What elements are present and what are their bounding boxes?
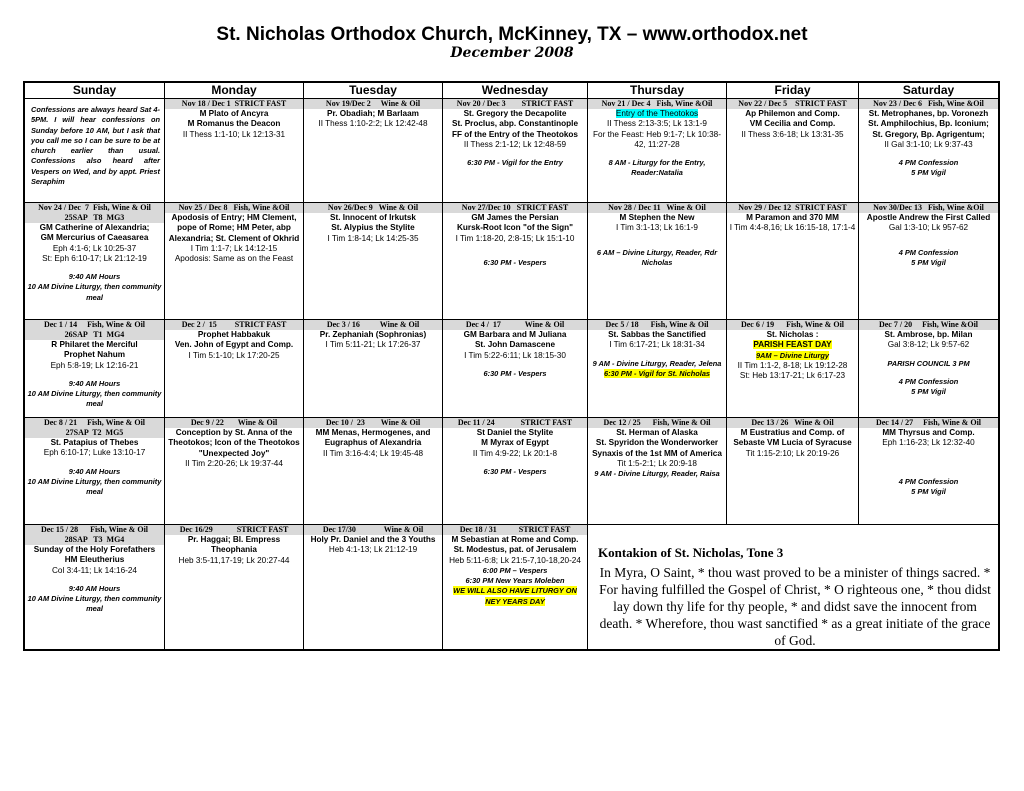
commemoration: FF of the Entry of the Theotokos <box>452 129 578 139</box>
service-note: 10 AM Divine Liturgy, then community meal <box>27 476 162 497</box>
commemoration: Holy Pr. Daniel and the 3 Youths <box>310 535 436 544</box>
service-note <box>443 586 587 607</box>
reading: I Tim 5:1-10; Lk 17:20-25 <box>188 350 280 360</box>
day-cell <box>25 99 165 203</box>
commemoration: Prophet Nahum <box>64 350 125 360</box>
commemoration: HM Eleutherius <box>64 555 125 565</box>
service-note: 6 AM – Divine Liturgy, Reader, Rdr Nicholas <box>596 247 718 267</box>
commemoration: St. Herman of Alaska <box>616 428 698 437</box>
day-cell <box>727 203 859 320</box>
service-note: 10 AM Divine Liturgy, then community meal <box>27 282 162 302</box>
day-header: Friday <box>727 83 859 99</box>
day-cell <box>304 99 443 203</box>
day-cell <box>25 418 165 525</box>
service-note: 9 AM - Divine Liturgy, Reader, Jelena <box>592 358 722 368</box>
commemoration: Pr. Zephaniah (Sophronias) <box>319 330 427 339</box>
service-note <box>588 369 726 379</box>
reading: II Thess 1:10-2:2; Lk 12:42-48 <box>318 119 428 129</box>
day-date-header: Dec 12 / 25 Fish, Wine & Oil <box>588 418 726 428</box>
spacer <box>25 264 164 272</box>
spacer <box>443 459 587 467</box>
service-note: 6:30 PM - Vespers <box>483 368 547 378</box>
day-date-header: Dec 7 / 20 Fish, Wine &Oil <box>859 320 998 330</box>
day-cell <box>25 320 165 418</box>
day-cell <box>165 320 304 418</box>
day-header: Thursday <box>588 83 727 99</box>
day-cell <box>304 320 443 418</box>
commemoration: Ven. John of Egypt and Comp. <box>174 340 294 350</box>
commemoration: MM Menas, Hermogenes, and Eugraphus of Alexandria <box>315 428 431 448</box>
reading: Tit 1:15-2:10; Lk 20:19-26 <box>745 448 840 458</box>
calendar-title: St. Nicholas Orthodox Church, McKinney, TX – www.orthodox.net <box>216 24 808 45</box>
commemoration: St. Alypius the Stylite <box>331 223 415 233</box>
service-note: 8 AM - Liturgy for the Entry, Reader:Natalia <box>608 158 706 178</box>
day-date-header: Nov 29 / Dec 12 STRICT FAST <box>727 203 858 213</box>
day-date-header: Nov 30/Dec 13 Fish, Wine &Oil <box>859 203 998 213</box>
commemoration: St. John Damascene <box>474 340 556 350</box>
day-date-header: Dec 11 / 24 STRICT FAST <box>443 418 587 428</box>
day-date-header: Nov 18 / Dec 1 STRICT FAST <box>165 99 303 109</box>
day-header: Monday <box>165 83 304 99</box>
reading: II Gal 3:1-10; Lk 9:37-43 <box>884 139 973 149</box>
spacer <box>443 150 587 158</box>
commemoration: GM Mercurius of Caeasarea <box>40 233 149 243</box>
reading: Gal 3:8-12; Lk 9:57-62 <box>887 340 970 350</box>
service-note: PARISH COUNCIL 3 PM <box>887 358 970 368</box>
highlighted-text: 6:30 PM - Vigil for St. Nicholas <box>603 368 711 378</box>
commemoration: St. Modestus, pat. of Jerusalem <box>453 545 577 555</box>
commemoration: Prophet Habbakuk <box>197 330 271 339</box>
commemoration: St. Amphilochius, Bp. Iconium; <box>868 119 989 129</box>
day-cell <box>304 418 443 525</box>
commemoration: St. Proclus, abp. Constantinople <box>451 119 578 129</box>
spacer <box>859 234 998 248</box>
reading: Heb 3:5-11,17-19; Lk 20:27-44 <box>178 555 290 565</box>
spacer <box>859 351 998 359</box>
spacer <box>859 463 998 477</box>
day-date-header: Dec 16/29 STRICT FAST <box>165 525 303 535</box>
commemoration: St. Ambrose, bp. Milan <box>884 330 973 339</box>
service-note <box>727 351 858 361</box>
day-cell <box>727 418 859 525</box>
reading: II Thess 1:1-10; Lk 12:13-31 <box>182 129 286 139</box>
kontakion-title: Kontakion of St. Nicholas, Tone 3 <box>598 545 784 560</box>
commemoration: GM Catherine of Alexandria; <box>39 223 150 232</box>
day-date-header: Nov 21 / Dec 4 Fish, Wine &Oil <box>588 99 726 109</box>
day-cell <box>165 525 304 649</box>
day-cell <box>443 320 588 418</box>
spacer <box>25 576 164 584</box>
day-date-header: Nov 20 / Dec 3 STRICT FAST <box>443 99 587 109</box>
service-note: 10 AM Divine Liturgy, then community meal <box>27 594 162 614</box>
day-date-header: Dec 15 / 28 Fish, Wine & Oil 28SAP T3 MG4 <box>25 525 164 545</box>
commemoration: Kursk-Root Icon "of the Sign" <box>456 223 574 233</box>
day-date-header: Dec 3 / 16 Wine & Oil <box>304 320 442 330</box>
commemoration: Apostle Andrew the First Called <box>866 213 991 222</box>
reading: Heb 4:1-13; Lk 21:12-19 <box>328 545 418 555</box>
day-cell <box>443 418 588 525</box>
day-date-header: Dec 1 / 14 Fish, Wine & Oil 26SAP T1 MG4 <box>25 320 164 340</box>
day-cell <box>304 525 443 649</box>
day-date-header: Dec 4 / 17 Wine & Oil <box>443 320 587 330</box>
day-cell <box>165 99 304 203</box>
reading: II Thess 3:6-18; Lk 13:31-35 <box>741 129 844 139</box>
day-header: Wednesday <box>443 83 588 99</box>
reading: Col 3:4-11; Lk 14:16-24 <box>52 565 137 575</box>
commemoration: St Daniel the Stylite <box>476 428 554 437</box>
day-cell <box>25 525 165 649</box>
commemoration: St. Spyridon the Wonderworker <box>595 438 719 448</box>
service-note: 6:30 PM - Vigil for the Entry <box>467 158 563 168</box>
commemoration: Apodosis of Entry; HM Clement, pope of Rome; HM Peter, abp Alexandria; St. Clement of Okhrid <box>168 213 300 243</box>
reading: I Tim 1:8-14; Lk 14:25-35 <box>327 233 419 243</box>
reading: Apodosis: Same as on the Feast <box>174 254 294 264</box>
service-note: 5 PM Vigil <box>911 168 946 178</box>
commemoration: St. Gregory, Bp. Agrigentum; <box>872 129 985 139</box>
highlighted-text: 9AM – Divine Liturgy <box>755 350 830 360</box>
commemoration: M Romanus the Deacon <box>187 119 281 129</box>
day-cell <box>165 418 304 525</box>
day-date-header: Nov 24 / Dec 7 Fish, Wine & Oil 25SAP T8 MG3 <box>25 203 164 223</box>
calendar-grid <box>23 81 1000 651</box>
day-date-header: Nov 19/Dec 2 Wine & Oil <box>304 99 442 109</box>
day-date-header: Dec 6 / 19 Fish, Wine & Oil <box>727 320 858 330</box>
day-cell <box>304 203 443 320</box>
reading: Heb 5:11-6:8; Lk 21:5-7,10-18,20-24 <box>449 555 581 565</box>
spacer <box>25 459 164 467</box>
commemoration: GM James the Persian <box>471 213 559 222</box>
commemoration: St. Sabbas the Sanctified <box>608 330 706 339</box>
reading: St: Heb 13:17-21; Lk 6:17-23 <box>739 371 846 381</box>
day-cell <box>165 203 304 320</box>
highlighted-text: PARISH FEAST DAY <box>753 340 832 350</box>
commemoration: M Sebastian at Rome and Comp. <box>451 535 579 544</box>
month-subtitle: December 2008 <box>450 45 574 61</box>
reading: I Tim 5:22-6:11; Lk 18:15-30 <box>464 350 566 360</box>
commemoration: M Plato of Ancyra <box>199 109 269 118</box>
reading <box>588 109 726 119</box>
service-note: 5 PM Vigil <box>911 257 946 267</box>
day-cell <box>588 320 727 418</box>
commemoration: M Eustratius and Comp. of Sebaste VM Lucia of Syracuse <box>733 428 852 448</box>
reading: Eph 6:10-17; Luke 13:10-17 <box>43 448 146 458</box>
day-date-header: Dec 5 / 18 Fish, Wine & Oil <box>588 320 726 330</box>
service-note: 4 PM Confession <box>898 376 959 386</box>
service-note: 9:40 AM Hours <box>68 272 121 282</box>
commemoration: R Philaret the Merciful <box>51 340 138 349</box>
day-header: Sunday <box>25 83 165 99</box>
service-note: 4 PM Confession <box>898 476 959 486</box>
service-note: 9:40 AM Hours <box>68 466 121 476</box>
day-date-header: Dec 8 / 21 Fish, Wine & Oil 27SAP T2 MG5 <box>25 418 164 438</box>
commemoration: Synaxis of the 1st MM of America <box>592 448 722 458</box>
service-note: 6:30 PM - Vespers <box>483 466 547 476</box>
day-cell <box>588 418 727 525</box>
commemoration: Pr. Haggai; Bl. Empress Theophania <box>187 535 281 555</box>
day-date-header: Dec 9 / 22 Wine & Oil <box>165 418 303 428</box>
reading: I Tim 6:17-21; Lk 18:31-34 <box>609 340 705 350</box>
service-note: 6:30 PM New Years Moleben <box>465 576 565 586</box>
commemoration: MM Thyrsus and Comp. <box>882 428 975 437</box>
spacer <box>588 351 726 359</box>
reading: II Tim 3:16-4:4; Lk 19:45-48 <box>322 448 424 458</box>
day-cell <box>727 320 859 418</box>
day-cell <box>859 418 998 525</box>
kontakion-text: In Myra, O Saint, * thou wast proved to be a minister of things sacred. * For having fulfilled the Gospel of Christ, * O righteous one, * thou didst lay down thy life for thy people, * and didst save the innocent from death. * Wherefore, thou wast sanctified * as a great initiate of the grace of God. <box>599 565 991 648</box>
commemoration: M Paramon and 370 MM <box>746 213 839 222</box>
reading: II Thess 2:1-12; Lk 12:48-59 <box>463 139 567 149</box>
spacer <box>443 244 587 258</box>
reading: St: Eph 6:10-17; Lk 21:12-19 <box>42 253 147 263</box>
commemoration: M Stephen the New <box>619 213 695 222</box>
commemoration: VM Cecilia and Comp. <box>749 119 836 129</box>
day-cell <box>443 203 588 320</box>
day-cell <box>727 99 859 203</box>
commemoration: St. Nicholas : <box>766 330 819 339</box>
reading: I Tim 3:1-13; Lk 16:1-9 <box>616 223 698 233</box>
day-cell <box>443 525 588 649</box>
day-date-header: Dec 10 / 23 Wine & Oil <box>304 418 442 428</box>
reading: II Thess 2:13-3:5; Lk 13:1-9 <box>607 119 707 129</box>
day-date-header: Dec 17/30 Wine & Oil <box>304 525 442 535</box>
day-cell <box>859 203 998 320</box>
service-note: 10 AM Divine Liturgy, then community meal <box>27 389 162 409</box>
day-cell <box>25 203 165 320</box>
reading: I Tim 1:18-20, 2:8-15; Lk 15:1-10 <box>455 233 575 243</box>
reading: Tit 1:5-2:1; Lk 20:9-18 <box>617 458 697 468</box>
day-cell <box>588 99 727 203</box>
service-note: 5 PM Vigil <box>911 486 946 496</box>
day-cell <box>859 320 998 418</box>
spacer <box>443 361 587 369</box>
reading: Gal 1:3-10; Lk 957-62 <box>888 223 969 233</box>
day-date-header: Dec 13 / 26 Wine & Oil <box>727 418 858 428</box>
day-date-header: Dec 14 / 27 Fish, Wine & Oil <box>859 418 998 428</box>
highlighted-text: WE WILL ALSO HAVE LITURGY ON NEY YEARS DAY <box>453 586 577 606</box>
day-date-header: Nov 22 / Dec 5 STRICT FAST <box>727 99 858 109</box>
spacer <box>25 371 164 379</box>
commemoration: St. Metrophanes, bp. Voronezh <box>868 109 989 118</box>
day-date-header: Nov 27/Dec 10 STRICT FAST <box>443 203 587 213</box>
confession-note: Confessions are always heard Sat 4-5PM. I will hear confessions on Sunday before 10 AM, but I ask that you call me so I can be sure to be at church earlier than usual. Confessions also heard after Vespers on Wed, and by appt. Priest Seraphim <box>31 105 160 187</box>
day-header: Saturday <box>859 83 998 99</box>
reading: I Tim 5:11-21; Lk 17:26-37 <box>325 340 421 350</box>
day-date-header: Nov 25 / Dec 8 Fish, Wine &Oil <box>165 203 303 213</box>
reading: For the Feast: Heb 9:1-7; Lk 10:38-42, 11:27-28 <box>593 129 721 149</box>
reading: Eph 5:8-19; Lk 12:16-21 <box>50 360 139 370</box>
commemoration: St. Gregory the Decapolite <box>463 109 567 118</box>
service-note: 9:40 AM Hours <box>68 378 121 388</box>
spacer <box>859 369 998 377</box>
reading: II Tim 4:9-22; Lk 20:1-8 <box>472 448 558 458</box>
reading: Eph 4:1-6; Lk 10:25-37 <box>52 243 137 253</box>
day-cell <box>588 203 727 320</box>
day-cell <box>443 99 588 203</box>
highlighted-text: Entry of the Theotokos <box>615 109 699 118</box>
commemoration: St. Innocent of Irkutsk <box>330 213 416 222</box>
spacer <box>588 150 726 158</box>
service-note: 4 PM Confession <box>898 158 959 168</box>
day-date-header: Nov 26/Dec 9 Wine & Oil <box>304 203 442 213</box>
reading: I Tim 1:1-7; Lk 14:12-15 <box>190 243 278 253</box>
spacer <box>859 150 998 158</box>
reading: Eph 1:16-23; Lk 12:32-40 <box>882 438 975 448</box>
commemoration: GM Barbara and M Juliana <box>463 330 567 339</box>
commemoration: Conception by St. Anna of the Theotokos; Icon of the Theotokos "Unexpected Joy" <box>168 428 300 458</box>
service-note: 5 PM Vigil <box>911 387 946 397</box>
kontakion-box <box>588 525 998 649</box>
commemoration <box>727 340 858 350</box>
day-date-header: Nov 28 / Dec 11 Wine & Oil <box>588 203 726 213</box>
day-cell <box>859 99 998 203</box>
service-note: 4 PM Confession <box>898 247 959 257</box>
reading: I Tim 4:4-8,16; Lk 16:15-18, 17:1-4 <box>729 223 856 233</box>
reading: II Tim 2:20-26; Lk 19:37-44 <box>185 458 283 468</box>
commemoration: Sunday of the Holy Forefathers <box>33 545 156 554</box>
service-note: 9 AM - Divine Liturgy, Reader, Raisa <box>594 469 720 479</box>
spacer <box>859 449 998 463</box>
day-header: Tuesday <box>304 83 443 99</box>
commemoration: Ap Philemon and Comp. <box>745 109 840 118</box>
service-note: 6:00 PM – Vespers <box>482 565 548 575</box>
day-date-header: Dec 2 / 15 STRICT FAST <box>165 320 303 330</box>
service-note: 6:30 PM - Vespers <box>483 257 547 267</box>
service-note: 9:40 AM Hours <box>68 583 121 593</box>
commemoration: M Myrax of Egypt <box>481 438 549 448</box>
commemoration: Pr. Obadiah; M Barlaam <box>327 109 419 118</box>
reading: II Tim 1:1-2, 8-18; Lk 19:12-28 <box>737 360 848 370</box>
day-date-header: Dec 18 / 31 STRICT FAST <box>443 525 587 535</box>
spacer <box>588 234 726 248</box>
day-date-header: Nov 23 / Dec 6 Fish, Wine &Oil <box>859 99 998 109</box>
commemoration: St. Patapius of Thebes <box>50 438 139 447</box>
